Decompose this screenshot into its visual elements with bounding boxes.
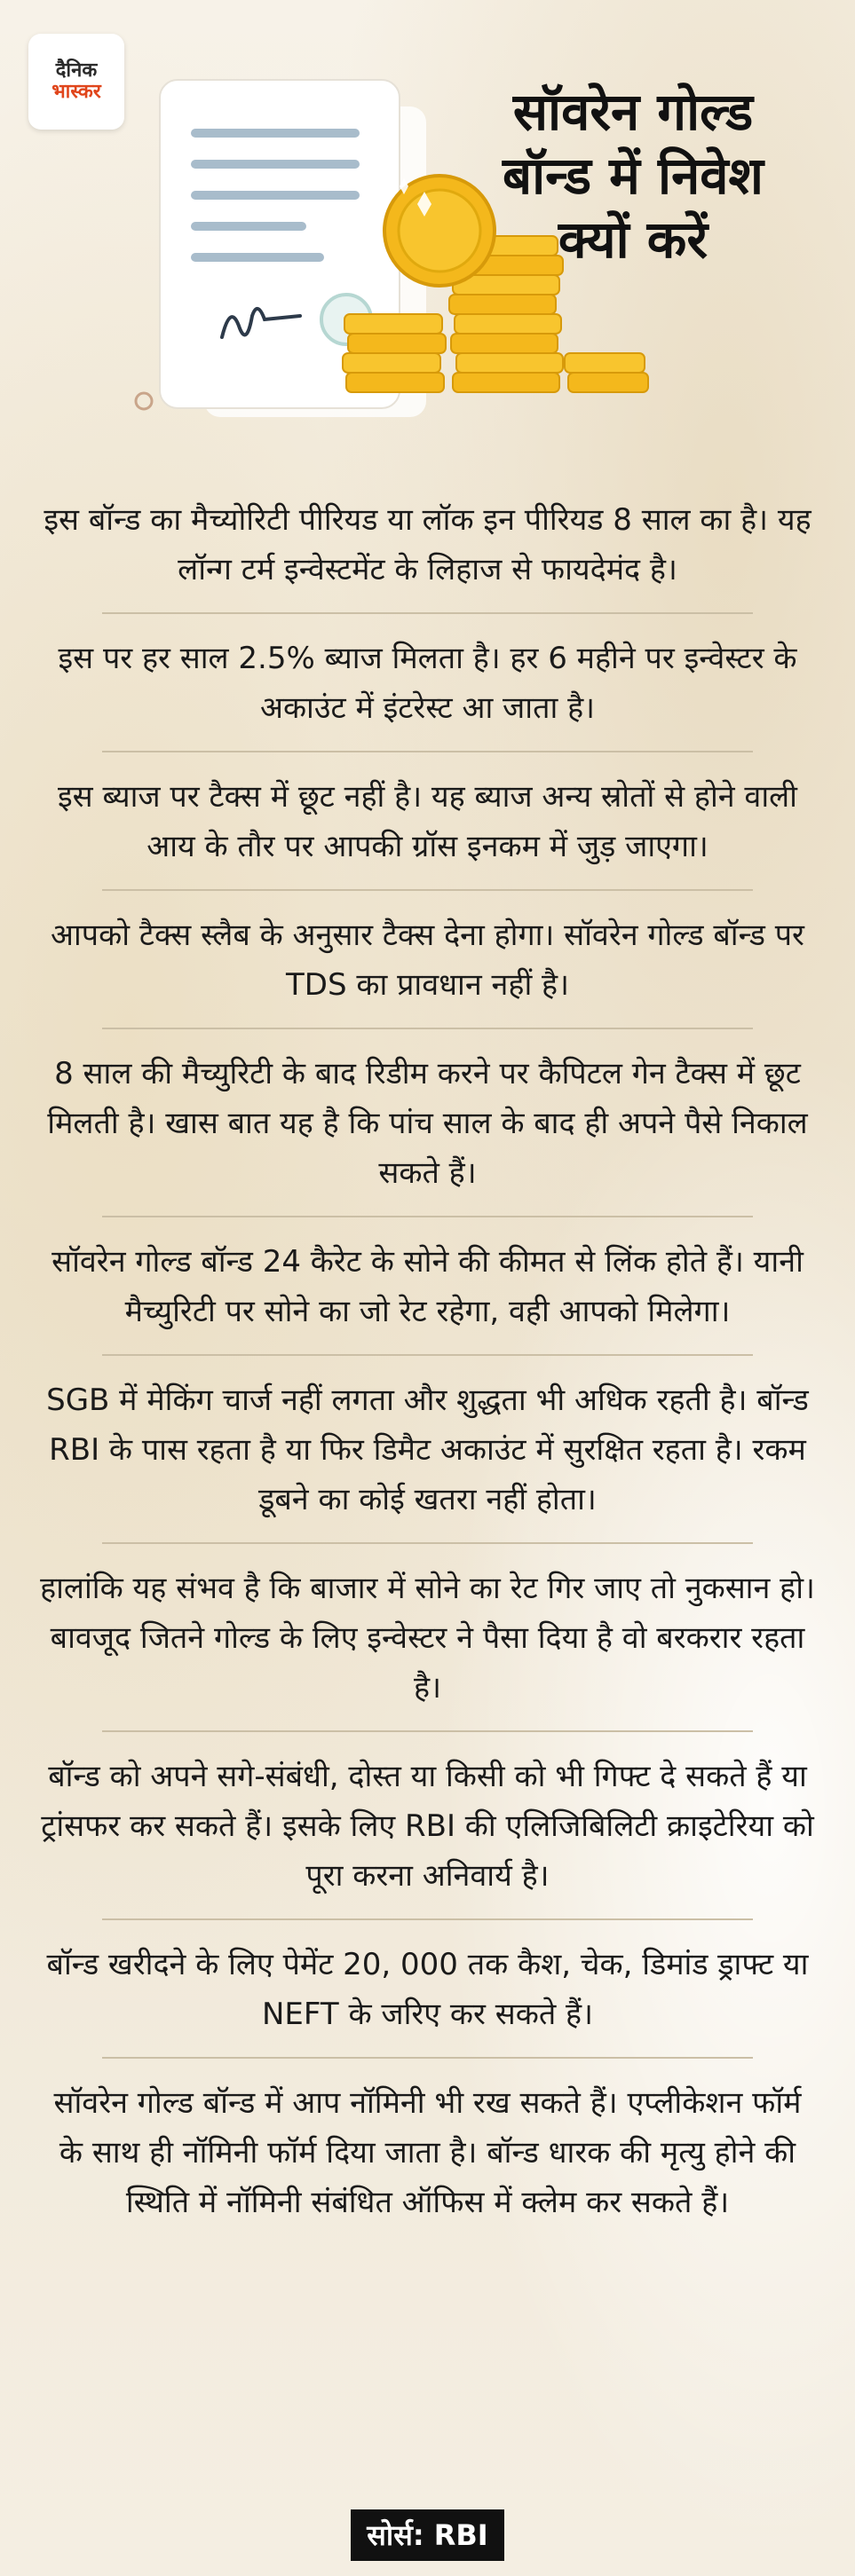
divider [102,2057,753,2059]
logo-text-line2: भास्कर [51,81,101,103]
source-label: सोर्स: RBI [351,2509,503,2561]
divider [102,1354,753,1356]
decor-circle-icon [136,393,152,409]
point-item: सॉवरेन गोल्ड बॉन्ड 24 कैरेट के सोने की कीमत से लिंक होते हैं। यानी मैच्युरिटी पर सोने का जो रेट रहेगा, वही आपको मिलेगा। [51,1244,804,1329]
source-wrapper [0,2509,855,2561]
point-item: हालांकि यह संभव है कि बाजार में सोने का रेट गिर जाए तो नुकसान हो। बावजूद जितने गोल्ड के लिए इन्वेस्टर ने पैसा दिया है वो बरकरार रहता है। [40,1571,815,1706]
divider [102,1730,753,1732]
title-line1: सॉवरेन गोल्ड [512,82,754,142]
point-item: बॉन्ड को अपने सगे-संबंधी, दोस्त या किसी को भी गिफ्ट दे सकते हैं या ट्रांसफर कर सकते हैं। इसके लिए RBI की एलिजिबिलिटी क्राइटेरिया को पूरा करना अनिवार्य है। [41,1759,814,1894]
divider [102,1918,753,1920]
points-list [40,486,815,2241]
point-item: बॉन्ड खरीदने के लिए पेमेंट 20, 000 तक कैश, चेक, डिमांड ड्राफ्ट या NEFT के जरिए कर सकते हैं। [46,1947,809,2032]
point-item: इस बॉन्ड का मैच्योरिटी पीरियड या लॉक इन पीरियड 8 साल का है। यह लॉन्ग टर्म इन्वेस्टमेंट के लिहाज से फायदेमंद है। [44,502,811,587]
divider [102,1028,753,1029]
point-item: इस ब्याज पर टैक्स में छूट नहीं है। यह ब्याज अन्य स्रोतों से होने वाली आय के तौर पर आपकी ग्रॉस इनकम में जुड़ जाएगा। [57,779,797,864]
point-item: 8 साल की मैच्युरिटी के बाद रिडीम करने पर कैपिटल गेन टैक्स में छूट मिलती है। खास बात यह है कि पांच साल के बाद ही अपने पैसे निकाल सकते हैं। [47,1056,808,1191]
point-item: सॉवरेन गोल्ड बॉन्ड में आप नॉमिनी भी रख सकते हैं। एप्लीकेशन फॉर्म के साथ ही नॉमिनी फॉर्म दिया जाता है। बॉन्ड धारक की मृत्यु होने की स्थिति में नॉमिनी संबंधित ऑफिस में क्लेम कर सकते हैं। [53,2085,802,2220]
divider [102,612,753,614]
title-line3: क्यों करें [558,209,709,270]
page-title [447,80,819,272]
divider [102,1216,753,1217]
point-item: SGB में मेकिंग चार्ज नहीं लगता और शुद्धता भी अधिक रहती है। बॉन्ड RBI के पास रहता है या फिर डिमैट अकाउंट में सुरक्षित रहता है। रकम डूबने का कोई खतरा नहीं होता। [46,1383,809,1517]
logo-text-line1: दैनिक [55,59,98,82]
point-item: इस पर हर साल 2.5% ब्याज मिलता है। हर 6 महीने पर इन्वेस्टर के अकाउंट में इंटरेस्ट आ जाता है। [58,641,797,726]
divider [102,1542,753,1544]
point-item: आपको टैक्स स्लैब के अनुसार टैक्स देना होगा। सॉवरेन गोल्ड बॉन्ड पर TDS का प्रावधान नहीं है। [51,918,804,1003]
dainik-bhaskar-logo[interactable] [28,34,124,130]
divider [102,751,753,752]
header [0,0,855,461]
title-line2: बॉन्ड में निवेश [503,146,764,206]
divider [102,889,753,891]
